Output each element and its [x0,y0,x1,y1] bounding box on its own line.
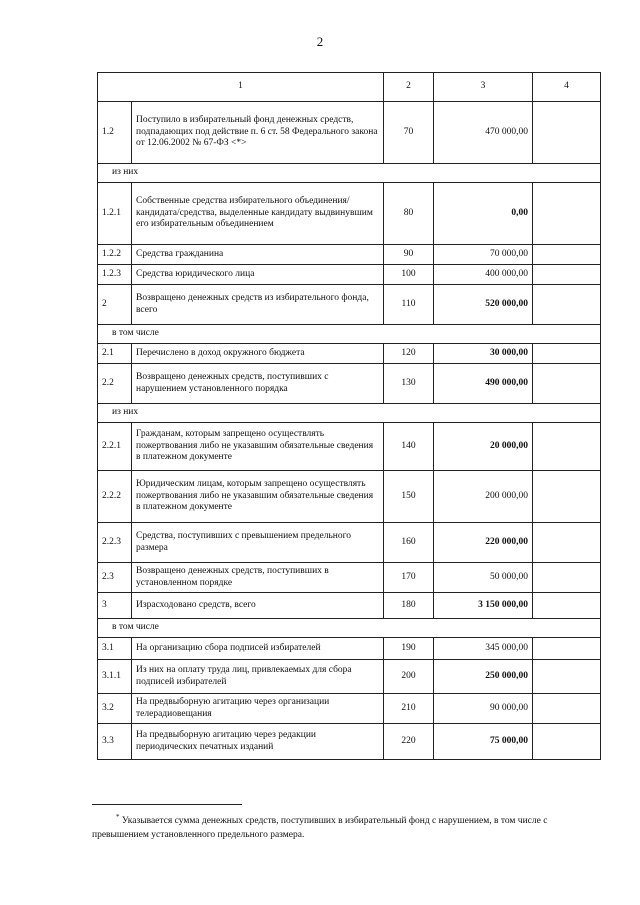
table-header-row [98,73,601,102]
row-description-cell: Гражданам, которым запрещено осуществлять пожертвования либо не указавшим обязательные сведения в платежном документе [132,423,384,471]
header-col-4: 4 [533,73,601,102]
row-note-cell [533,593,601,619]
row-amount-cell: 220 000,00 [434,523,533,563]
row-number-cell: 3.1.1 [98,660,132,694]
row-number-cell: 2.2.2 [98,471,132,523]
subheading-label: из них [98,404,601,423]
row-number-cell: 2.1 [98,344,132,364]
row-description-cell: На предвыборную агитацию через организации телерадиовещания [132,694,384,724]
row-description-cell: Израсходовано средств, всего [132,593,384,619]
table-row [98,245,601,265]
table-row [98,563,601,593]
row-description-cell: Из них на оплату труда лиц, привлекаемых для сбора подписей избирателей [132,660,384,694]
row-code-cell: 90 [384,245,434,265]
row-code-cell: 150 [384,471,434,523]
table-row [98,724,601,760]
row-number-cell: 3.1 [98,638,132,660]
row-note-cell [533,563,601,593]
footnote-marker: * [116,813,120,821]
table-row [98,183,601,245]
row-number-cell: 3.3 [98,724,132,760]
row-amount-cell: 0,00 [434,183,533,245]
subheading-label: в том числе [98,325,601,344]
table-row [98,102,601,164]
row-code-cell: 140 [384,423,434,471]
row-number-cell: 3.2 [98,694,132,724]
row-amount-cell: 400 000,00 [434,265,533,285]
row-code-cell: 120 [384,344,434,364]
row-number-cell: 2 [98,285,132,325]
row-description-cell: Возвращено денежных средств из избирательного фонда, всего [132,285,384,325]
row-amount-cell: 75 000,00 [434,724,533,760]
table-row [98,694,601,724]
row-amount-cell: 490 000,00 [434,364,533,404]
row-description-cell: На предвыборную агитацию через редакции периодических печатных изданий [132,724,384,760]
row-code-cell: 220 [384,724,434,760]
row-description-cell: Перечислено в доход окружного бюджета [132,344,384,364]
row-amount-cell: 20 000,00 [434,423,533,471]
row-number-cell: 1.2.1 [98,183,132,245]
row-amount-cell: 30 000,00 [434,344,533,364]
row-number-cell: 2.2.3 [98,523,132,563]
header-col-3: 3 [434,73,533,102]
row-number-cell: 1.2.2 [98,245,132,265]
row-amount-cell: 250 000,00 [434,660,533,694]
table-row [98,471,601,523]
row-description-cell: Возвращено денежных средств, поступивших с нарушением установленного порядка [132,364,384,404]
row-description-cell: Средства гражданина [132,245,384,265]
footnote-divider [92,804,242,805]
row-description-cell: Поступило в избирательный фонд денежных средств, подпадающих под действие п. 6 ст. 58 Федерального закона от 12.06.2002 № 67-ФЗ <*> [132,102,384,164]
row-number-cell: 1.2 [98,102,132,164]
row-code-cell: 130 [384,364,434,404]
table-row [98,265,601,285]
row-description-cell: Средства, поступивших с превышением предельного размера [132,523,384,563]
row-amount-cell: 3 150 000,00 [434,593,533,619]
row-note-cell [533,660,601,694]
table-subheading-row [98,325,601,344]
row-number-cell: 3 [98,593,132,619]
row-description-cell: На организацию сбора подписей избирателей [132,638,384,660]
table-subheading-row [98,164,601,183]
row-code-cell: 80 [384,183,434,245]
report-table-body [98,73,601,760]
row-note-cell [533,245,601,265]
row-number-cell: 2.2 [98,364,132,404]
financial-report-table [97,72,601,760]
table-row [98,593,601,619]
row-amount-cell: 90 000,00 [434,694,533,724]
row-amount-cell: 70 000,00 [434,245,533,265]
footnote-text: Указывается сумма денежных средств, поступивших в избирательный фонд с нарушением, в том числе с превышением установленного предельного размера. [92,816,548,840]
subheading-label: в том числе [98,619,601,638]
row-note-cell [533,183,601,245]
table-row [98,523,601,563]
row-number-cell: 2.2.1 [98,423,132,471]
row-note-cell [533,638,601,660]
row-code-cell: 160 [384,523,434,563]
row-code-cell: 190 [384,638,434,660]
table-row [98,344,601,364]
row-note-cell [533,102,601,164]
table-row [98,364,601,404]
row-code-cell: 210 [384,694,434,724]
table-row [98,638,601,660]
header-col-2: 2 [384,73,434,102]
table-row [98,423,601,471]
row-note-cell [533,694,601,724]
table-subheading-row [98,619,601,638]
table-row [98,285,601,325]
row-note-cell [533,265,601,285]
row-amount-cell: 345 000,00 [434,638,533,660]
row-code-cell: 180 [384,593,434,619]
row-note-cell [533,364,601,404]
row-amount-cell: 50 000,00 [434,563,533,593]
row-code-cell: 110 [384,285,434,325]
table-row [98,660,601,694]
row-number-cell: 1.2.3 [98,265,132,285]
row-code-cell: 170 [384,563,434,593]
row-description-cell: Возвращено денежных средств, поступивших в установленном порядке [132,563,384,593]
row-description-cell: Собственные средства избирательного объединения/кандидата/средства, выделенные кандидату выдвинувшим его избирательным объединением [132,183,384,245]
row-code-cell: 200 [384,660,434,694]
row-note-cell [533,423,601,471]
header-col-1: 1 [98,73,384,102]
subheading-label: из них [98,164,601,183]
row-code-cell: 100 [384,265,434,285]
row-description-cell: Юридическим лицам, которым запрещено осуществлять пожертвования либо не указавшим обязательные сведения в платежном документе [132,471,384,523]
row-code-cell: 70 [384,102,434,164]
row-note-cell [533,344,601,364]
row-note-cell [533,471,601,523]
footnote [92,812,592,843]
row-note-cell [533,724,601,760]
row-amount-cell: 470 000,00 [434,102,533,164]
row-description-cell: Средства юридического лица [132,265,384,285]
row-amount-cell: 200 000,00 [434,471,533,523]
row-number-cell: 2.3 [98,563,132,593]
row-amount-cell: 520 000,00 [434,285,533,325]
page-number: 2 [316,34,324,49]
row-note-cell [533,285,601,325]
table-subheading-row [98,404,601,423]
row-note-cell [533,523,601,563]
